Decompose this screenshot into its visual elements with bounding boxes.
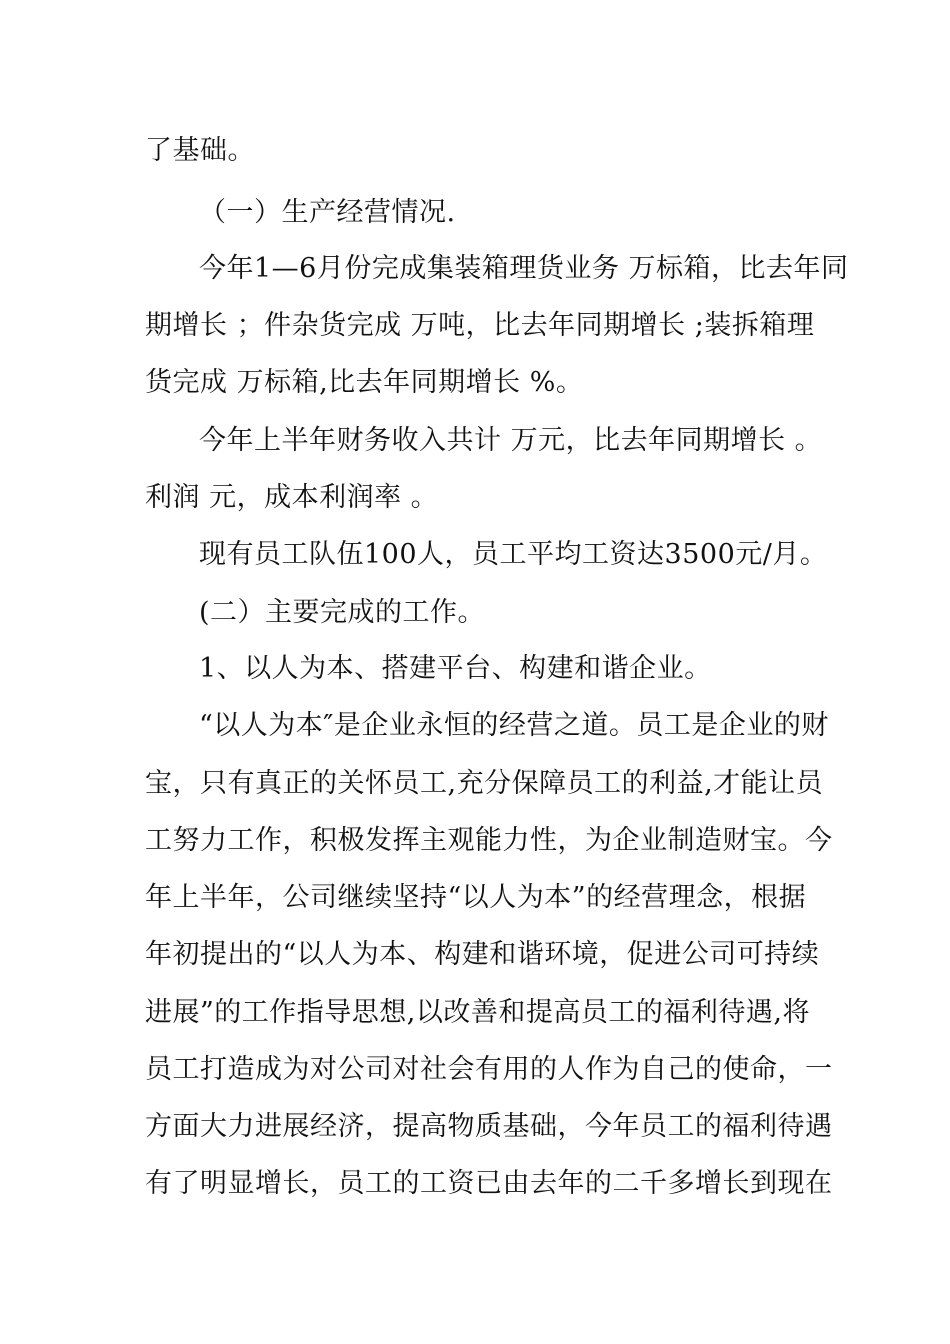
text-line-1: 了基础。: [145, 135, 255, 166]
text-line-19: 有了明显增长，员工的工资已由去年的二千多增长到现在: [145, 1168, 833, 1199]
text-line-13: 工努力工作，积极发挥主观能力性，为企业制造财宝。今: [145, 825, 833, 856]
text-line-7: 利润 元，成本利润率 。: [145, 482, 439, 513]
text-line-5: 货完成 万标箱,比去年同期增长 %。: [145, 367, 584, 398]
text-line-12: 宝，只有真正的关怀员工,充分保障员工的利益,才能让员: [145, 768, 824, 799]
text-line-18: 方面大力进展经济，提高物质基础，今年员工的福利待遇: [145, 1111, 833, 1142]
text-line-4: 期增长 ；件杂货完成 万吨，比去年同期增长 ;装拆箱理: [145, 310, 815, 341]
text-line-14: 年上半年，公司继续坚持“以人为本”的经营理念，根据: [145, 882, 807, 913]
section-heading-work: (二）主要完成的工作。: [199, 597, 486, 628]
text-line-15: 年初提出的“以人为本、构建和谐环境，促进公司可持续: [145, 939, 820, 970]
subheading-people-first: 1、以人为本、搭建平台、构建和谐企业。: [199, 653, 712, 684]
text-line-8: 现有员工队伍100人，员工平均工资达3500元/月。: [199, 539, 828, 570]
text-line-17: 员工打造成为对公司对社会有用的人作为自己的使命，一: [145, 1054, 833, 1085]
text-line-3: 今年1—6月份完成集装箱理货业务 万标箱，比去年同: [199, 253, 849, 284]
section-heading-production: （一）生产经营情况.: [199, 197, 456, 228]
text-line-11: “以人为本″是企业永恒的经营之道。员工是企业的财: [199, 710, 829, 741]
text-line-16: 进展”的工作指导思想,以改善和提高员工的福利待遇,将: [145, 997, 810, 1028]
text-line-6: 今年上半年财务收入共计 万元，比去年同期增长 。: [199, 425, 823, 456]
